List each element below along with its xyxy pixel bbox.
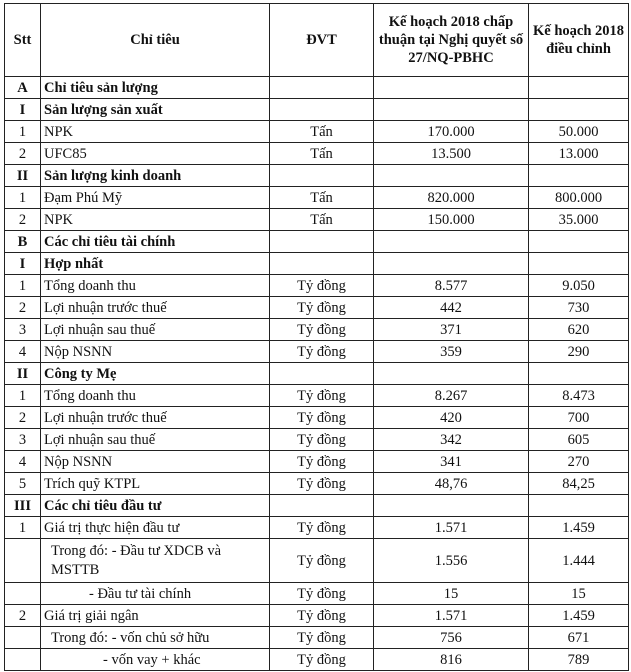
row-stt: 5 xyxy=(5,473,41,495)
row-indicator: - vốn vay + khác xyxy=(41,649,270,671)
row-unit xyxy=(270,253,374,275)
table-row xyxy=(5,77,629,99)
table-row xyxy=(5,187,629,209)
row-plan-value: 756 xyxy=(374,627,529,649)
row-adjusted-value xyxy=(529,231,629,253)
row-stt: A xyxy=(5,77,41,99)
table-row xyxy=(5,363,629,385)
table-row xyxy=(5,209,629,231)
row-plan-value: 13.500 xyxy=(374,143,529,165)
table-row xyxy=(5,143,629,165)
plan-adjustment-table xyxy=(4,3,629,671)
row-indicator: Lợi nhuận trước thuế xyxy=(41,297,270,319)
row-adjusted-value: 15 xyxy=(529,583,629,605)
row-unit xyxy=(270,77,374,99)
table-row xyxy=(5,429,629,451)
header-stt: Stt xyxy=(5,4,41,77)
row-adjusted-value xyxy=(529,253,629,275)
row-adjusted-value: 35.000 xyxy=(529,209,629,231)
row-unit: Tỷ đồng xyxy=(270,605,374,627)
row-unit: Tỷ đồng xyxy=(270,385,374,407)
row-adjusted-value xyxy=(529,99,629,121)
row-plan-value: 8.267 xyxy=(374,385,529,407)
table-body xyxy=(5,77,629,671)
row-adjusted-value xyxy=(529,77,629,99)
row-indicator: Công ty Mẹ xyxy=(41,363,270,385)
row-adjusted-value xyxy=(529,165,629,187)
header-indicator: Chỉ tiêu xyxy=(41,4,270,77)
row-plan-value: 1.571 xyxy=(374,517,529,539)
row-unit: Tỷ đồng xyxy=(270,451,374,473)
row-plan-value xyxy=(374,495,529,517)
row-plan-value xyxy=(374,231,529,253)
row-plan-value xyxy=(374,253,529,275)
row-stt: 1 xyxy=(5,385,41,407)
table-row xyxy=(5,407,629,429)
row-adjusted-value: 671 xyxy=(529,627,629,649)
row-adjusted-value: 84,25 xyxy=(529,473,629,495)
row-unit: Tỷ đồng xyxy=(270,407,374,429)
row-stt: II xyxy=(5,363,41,385)
row-stt: 3 xyxy=(5,319,41,341)
row-indicator: Nộp NSNN xyxy=(41,341,270,363)
row-plan-value: 1.571 xyxy=(374,605,529,627)
row-indicator: Trong đó: - Đầu tư XDCB và MSTTB xyxy=(41,539,270,583)
table-row xyxy=(5,297,629,319)
row-adjusted-value: 700 xyxy=(529,407,629,429)
row-stt: II xyxy=(5,165,41,187)
row-unit: Tấn xyxy=(270,121,374,143)
row-indicator: NPK xyxy=(41,209,270,231)
row-indicator: Đạm Phú Mỹ xyxy=(41,187,270,209)
table-row xyxy=(5,627,629,649)
row-unit xyxy=(270,99,374,121)
table-row xyxy=(5,539,629,583)
row-stt: I xyxy=(5,253,41,275)
table-row xyxy=(5,319,629,341)
row-adjusted-value: 50.000 xyxy=(529,121,629,143)
row-stt xyxy=(5,649,41,671)
row-indicator: Giá trị giải ngân xyxy=(41,605,270,627)
row-stt: 1 xyxy=(5,187,41,209)
row-plan-value: 820.000 xyxy=(374,187,529,209)
row-stt xyxy=(5,539,41,583)
row-indicator: - Đầu tư tài chính xyxy=(41,583,270,605)
row-unit: Tỷ đồng xyxy=(270,627,374,649)
row-stt: 1 xyxy=(5,275,41,297)
row-unit: Tấn xyxy=(270,187,374,209)
table-row xyxy=(5,275,629,297)
row-plan-value: 359 xyxy=(374,341,529,363)
row-unit: Tấn xyxy=(270,143,374,165)
row-unit: Tỷ đồng xyxy=(270,429,374,451)
header-adjusted-2018: Kế hoạch 2018 điều chỉnh xyxy=(529,4,629,77)
row-unit: Tỷ đồng xyxy=(270,275,374,297)
row-adjusted-value: 789 xyxy=(529,649,629,671)
row-adjusted-value: 8.473 xyxy=(529,385,629,407)
row-unit: Tỷ đồng xyxy=(270,341,374,363)
row-adjusted-value: 1.459 xyxy=(529,517,629,539)
row-unit xyxy=(270,495,374,517)
row-indicator: NPK xyxy=(41,121,270,143)
row-plan-value: 8.577 xyxy=(374,275,529,297)
row-stt: 4 xyxy=(5,451,41,473)
row-plan-value: 48,76 xyxy=(374,473,529,495)
row-plan-value: 816 xyxy=(374,649,529,671)
row-unit: Tỷ đồng xyxy=(270,319,374,341)
row-adjusted-value: 1.444 xyxy=(529,539,629,583)
row-adjusted-value: 605 xyxy=(529,429,629,451)
row-adjusted-value: 290 xyxy=(529,341,629,363)
row-indicator: Lợi nhuận sau thuế xyxy=(41,429,270,451)
row-unit: Tỷ đồng xyxy=(270,517,374,539)
row-unit xyxy=(270,363,374,385)
table-row xyxy=(5,341,629,363)
table-row xyxy=(5,649,629,671)
row-unit xyxy=(270,165,374,187)
row-stt: 2 xyxy=(5,297,41,319)
row-unit xyxy=(270,231,374,253)
table-row xyxy=(5,231,629,253)
row-indicator: Tổng doanh thu xyxy=(41,275,270,297)
table-row xyxy=(5,451,629,473)
row-indicator: Trích quỹ KTPL xyxy=(41,473,270,495)
row-adjusted-value: 9.050 xyxy=(529,275,629,297)
row-adjusted-value xyxy=(529,495,629,517)
row-plan-value: 442 xyxy=(374,297,529,319)
row-unit: Tấn xyxy=(270,209,374,231)
row-indicator: Sản lượng sản xuất xyxy=(41,99,270,121)
row-indicator: Giá trị thực hiện đầu tư xyxy=(41,517,270,539)
row-adjusted-value: 730 xyxy=(529,297,629,319)
row-plan-value: 342 xyxy=(374,429,529,451)
row-stt: 2 xyxy=(5,209,41,231)
table-row xyxy=(5,495,629,517)
row-indicator: Lợi nhuận trước thuế xyxy=(41,407,270,429)
row-stt: III xyxy=(5,495,41,517)
row-plan-value: 150.000 xyxy=(374,209,529,231)
table-row xyxy=(5,385,629,407)
table-row xyxy=(5,165,629,187)
row-stt: 2 xyxy=(5,605,41,627)
row-plan-value xyxy=(374,363,529,385)
table-row xyxy=(5,253,629,275)
row-indicator: Nộp NSNN xyxy=(41,451,270,473)
header-plan-2018: Kế hoạch 2018 chấp thuận tại Nghị quyết số 27/NQ-PBHC xyxy=(374,4,529,77)
table-row xyxy=(5,517,629,539)
row-stt: 1 xyxy=(5,121,41,143)
row-plan-value: 371 xyxy=(374,319,529,341)
row-plan-value: 1.556 xyxy=(374,539,529,583)
row-adjusted-value: 13.000 xyxy=(529,143,629,165)
row-stt: I xyxy=(5,99,41,121)
row-stt: 1 xyxy=(5,517,41,539)
row-unit: Tỷ đồng xyxy=(270,297,374,319)
row-plan-value: 170.000 xyxy=(374,121,529,143)
row-adjusted-value: 620 xyxy=(529,319,629,341)
table-row xyxy=(5,473,629,495)
row-stt xyxy=(5,583,41,605)
row-indicator: Trong đó: - vốn chủ sở hữu xyxy=(41,627,270,649)
row-unit: Tỷ đồng xyxy=(270,473,374,495)
row-stt xyxy=(5,627,41,649)
row-plan-value: 341 xyxy=(374,451,529,473)
table-row xyxy=(5,121,629,143)
row-plan-value xyxy=(374,77,529,99)
table-row xyxy=(5,99,629,121)
row-indicator: Hợp nhất xyxy=(41,253,270,275)
row-plan-value: 15 xyxy=(374,583,529,605)
row-adjusted-value: 270 xyxy=(529,451,629,473)
row-stt: B xyxy=(5,231,41,253)
row-indicator: Các chỉ tiêu tài chính xyxy=(41,231,270,253)
row-plan-value xyxy=(374,99,529,121)
row-unit: Tỷ đồng xyxy=(270,649,374,671)
table-row xyxy=(5,583,629,605)
row-indicator: Sản lượng kinh doanh xyxy=(41,165,270,187)
row-plan-value xyxy=(374,165,529,187)
row-stt: 2 xyxy=(5,407,41,429)
row-stt: 4 xyxy=(5,341,41,363)
row-plan-value: 420 xyxy=(374,407,529,429)
row-adjusted-value: 800.000 xyxy=(529,187,629,209)
row-adjusted-value: 1.459 xyxy=(529,605,629,627)
row-indicator: Chỉ tiêu sản lượng xyxy=(41,77,270,99)
row-unit: Tỷ đồng xyxy=(270,539,374,583)
row-stt: 3 xyxy=(5,429,41,451)
row-indicator: Các chỉ tiêu đầu tư xyxy=(41,495,270,517)
row-unit: Tỷ đồng xyxy=(270,583,374,605)
table-header-row xyxy=(5,4,629,77)
row-adjusted-value xyxy=(529,363,629,385)
row-indicator: UFC85 xyxy=(41,143,270,165)
row-stt: 2 xyxy=(5,143,41,165)
row-indicator: Tổng doanh thu xyxy=(41,385,270,407)
table-row xyxy=(5,605,629,627)
row-indicator: Lợi nhuận sau thuế xyxy=(41,319,270,341)
header-unit: ĐVT xyxy=(270,4,374,77)
